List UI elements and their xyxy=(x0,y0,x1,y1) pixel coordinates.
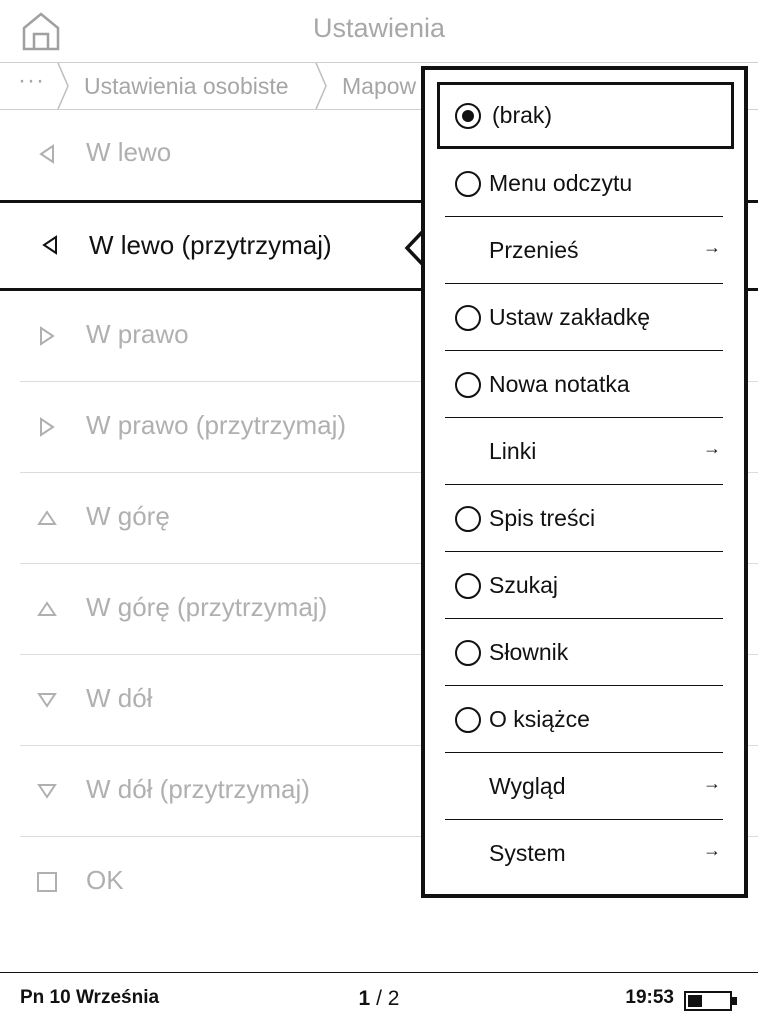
option-new-note[interactable] xyxy=(445,351,723,418)
right-triangle-icon xyxy=(36,325,58,347)
option-label: Szukaj xyxy=(489,572,559,598)
action-popup-menu xyxy=(421,66,748,898)
right-triangle-icon xyxy=(36,416,58,438)
list-item-label: W dół xyxy=(86,683,153,713)
option-label: System xyxy=(489,840,566,866)
option-set-bookmark[interactable] xyxy=(445,284,723,351)
option-search[interactable] xyxy=(445,552,723,619)
option-appearance[interactable] xyxy=(445,753,723,820)
option-dictionary[interactable] xyxy=(445,619,723,686)
page-title: Ustawienia xyxy=(312,13,446,43)
radio-unchecked-icon xyxy=(455,171,481,197)
radio-unchecked-icon xyxy=(455,305,481,331)
list-item-label: W górę xyxy=(86,501,170,531)
list-item-label: W dół (przytrzymaj) xyxy=(86,774,310,804)
chevron-right-icon xyxy=(56,63,70,109)
list-item-label: W górę (przytrzymaj) xyxy=(86,592,328,622)
list-item-label: W prawo xyxy=(86,319,189,349)
option-system[interactable] xyxy=(445,820,723,887)
option-move[interactable] xyxy=(445,217,723,284)
option-reading-menu[interactable] xyxy=(445,150,723,217)
battery-icon xyxy=(684,991,738,1011)
up-triangle-icon xyxy=(36,598,58,620)
option-label: Spis treści xyxy=(489,505,596,531)
option-label: Ustaw zakładkę xyxy=(489,304,651,330)
left-triangle-icon xyxy=(39,234,61,256)
page-total: 2 xyxy=(387,987,400,1010)
list-item-label: W lewo xyxy=(86,137,172,167)
option-none[interactable] xyxy=(437,82,734,149)
option-toc[interactable] xyxy=(445,485,723,552)
arrow-right-icon: → xyxy=(703,840,721,860)
page-separator: / xyxy=(370,987,388,1010)
left-triangle-icon xyxy=(36,143,58,165)
option-label: O książce xyxy=(489,706,590,732)
radio-unchecked-icon xyxy=(455,707,481,733)
option-label: Linki xyxy=(489,438,537,464)
option-label: Wygląd xyxy=(489,773,566,799)
option-label: Słownik xyxy=(489,639,569,665)
status-date: Pn 10 Września xyxy=(20,987,160,1008)
arrow-right-icon: → xyxy=(703,438,721,458)
square-icon xyxy=(36,871,58,893)
page-current: 1 xyxy=(358,987,371,1010)
breadcrumb-item-personal[interactable]: Ustawienia osobiste xyxy=(84,73,289,99)
radio-unchecked-icon xyxy=(455,640,481,666)
status-bar xyxy=(0,972,758,1025)
breadcrumb-item-mapping[interactable]: Mapow xyxy=(342,73,417,99)
list-item-label: W lewo (przytrzymaj) xyxy=(89,230,332,260)
status-time: 19:53 xyxy=(625,987,674,1008)
option-label: (brak) xyxy=(492,102,553,128)
up-triangle-icon xyxy=(36,507,58,529)
chevron-right-icon xyxy=(314,63,328,109)
breadcrumb-more-button[interactable]: ··· xyxy=(18,67,45,94)
option-label: Nowa notatka xyxy=(489,371,630,397)
radio-checked-icon xyxy=(455,103,481,129)
radio-unchecked-icon xyxy=(455,506,481,532)
option-about-book[interactable] xyxy=(445,686,723,753)
option-label: Przenieś xyxy=(489,237,579,263)
header xyxy=(0,0,758,62)
list-item-label: OK xyxy=(86,865,124,895)
arrow-right-icon: → xyxy=(703,773,721,793)
down-triangle-icon xyxy=(36,780,58,802)
arrow-right-icon: → xyxy=(703,237,721,257)
option-label: Menu odczytu xyxy=(489,170,633,196)
option-links[interactable] xyxy=(445,418,723,485)
radio-unchecked-icon xyxy=(455,573,481,599)
down-triangle-icon xyxy=(36,689,58,711)
list-item-label: W prawo (przytrzymaj) xyxy=(86,410,347,440)
radio-unchecked-icon xyxy=(455,372,481,398)
